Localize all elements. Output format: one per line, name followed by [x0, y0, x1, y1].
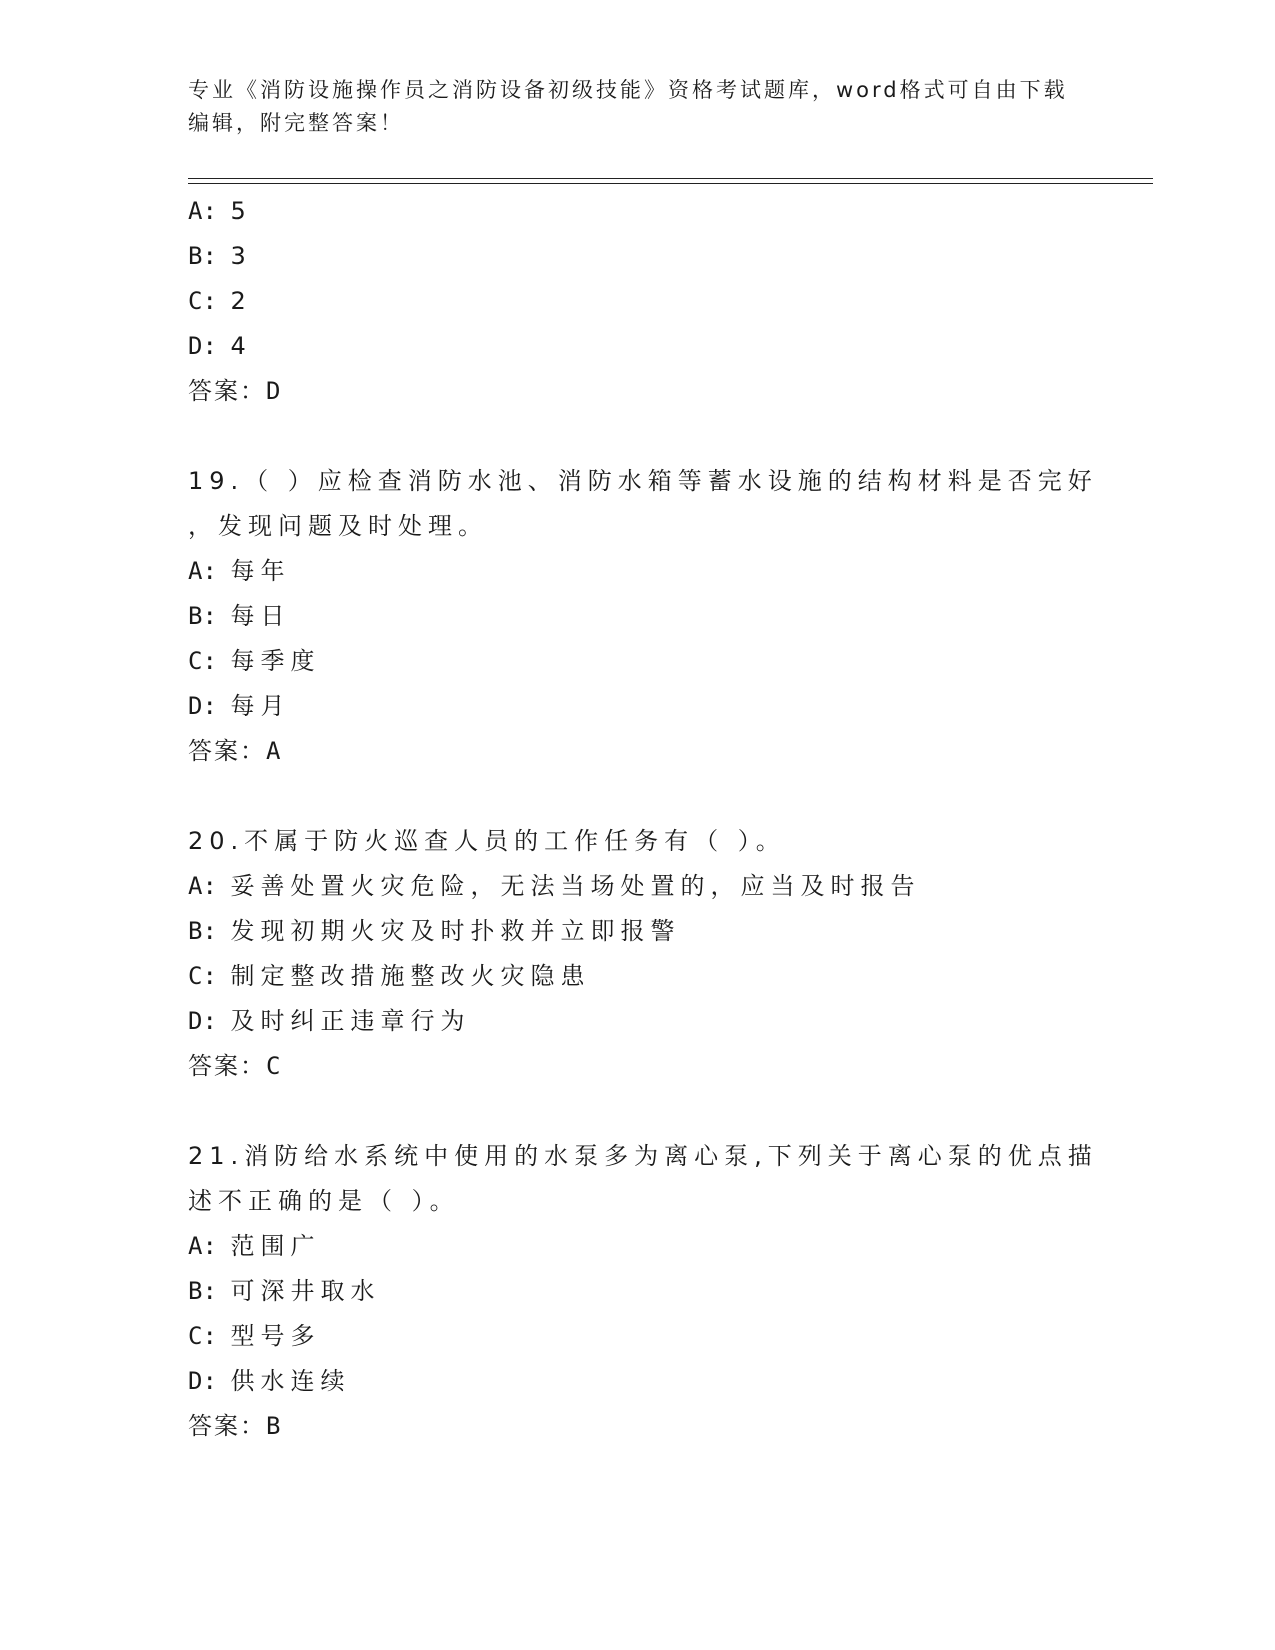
q19-option-d	[188, 691, 291, 721]
option-letter: D:	[188, 1367, 217, 1395]
option-letter: B:	[188, 917, 217, 945]
option-letter: B:	[188, 602, 217, 630]
option-text: 供水连续	[230, 1367, 351, 1395]
option-text: 型号多	[230, 1322, 321, 1350]
q21-option-d	[188, 1366, 351, 1396]
q18-answer	[188, 376, 280, 406]
answer-label: 答案：	[188, 1412, 266, 1440]
answer-value: B	[266, 1412, 281, 1440]
q18-option-c	[188, 286, 252, 316]
q20-option-d	[188, 1006, 471, 1036]
q19-option-a	[188, 556, 291, 586]
q21-option-c	[188, 1321, 321, 1351]
option-text: 每日	[230, 602, 291, 630]
document-header: 专业《消防设施操作员之消防设备初级技能》资格考试题库，word格式可自由下载编辑，附完整答案！	[188, 78, 1068, 135]
q19-stem-line2: ，发现问题及时处理。	[188, 512, 488, 540]
option-letter: A:	[188, 1232, 217, 1260]
option-letter: B:	[188, 1277, 217, 1305]
q18-option-a	[188, 196, 252, 226]
option-letter: D:	[188, 332, 217, 360]
q21-option-b	[188, 1276, 381, 1306]
q21-answer	[188, 1411, 280, 1441]
q19-option-b	[188, 601, 291, 631]
header-divider-top	[188, 178, 1153, 179]
header-divider-bottom	[188, 183, 1153, 184]
answer-value: C	[266, 1052, 281, 1080]
option-text: 每季度	[230, 647, 321, 675]
option-text: 妥善处置火灾危险，无法当场处置的，应当及时报告	[230, 872, 921, 900]
q20-answer	[188, 1051, 280, 1081]
option-letter: A:	[188, 557, 217, 585]
answer-value: D	[266, 377, 281, 405]
q20-stem-line1: 20.不属于防火巡查人员的工作任务有（ ）。	[188, 827, 786, 855]
option-letter: A:	[188, 872, 217, 900]
option-letter: C:	[188, 1322, 217, 1350]
option-text: 2	[230, 287, 252, 315]
option-letter: D:	[188, 692, 217, 720]
q21-stem-line2: 述不正确的是（ ）。	[188, 1187, 460, 1215]
option-text: 4	[230, 332, 252, 360]
option-text: 每月	[230, 692, 291, 720]
q20-option-a	[188, 871, 921, 901]
answer-label: 答案：	[188, 377, 266, 405]
option-text: 可深井取水	[230, 1277, 381, 1305]
option-text: 发现初期火灾及时扑救并立即报警	[230, 917, 681, 945]
option-letter: A:	[188, 197, 217, 225]
option-text: 范围广	[230, 1232, 321, 1260]
option-letter: C:	[188, 647, 217, 675]
option-text: 制定整改措施整改火灾隐患	[230, 962, 591, 990]
q19-answer	[188, 736, 280, 766]
q18-option-d	[188, 331, 252, 361]
q20-option-c	[188, 961, 591, 991]
q19-option-c	[188, 646, 321, 676]
option-letter: B:	[188, 242, 217, 270]
answer-label: 答案：	[188, 737, 266, 765]
option-text: 5	[230, 197, 252, 225]
option-text: 及时纠正违章行为	[230, 1007, 471, 1035]
option-letter: C:	[188, 287, 217, 315]
answer-label: 答案：	[188, 1052, 266, 1080]
option-letter: D:	[188, 1007, 217, 1035]
q20-option-b	[188, 916, 681, 946]
q19-stem-line1: 19.（ ）应检查消防水池、消防水箱等蓄水设施的结构材料是否完好	[188, 467, 1098, 495]
q18-option-b	[188, 241, 252, 271]
q21-stem-line1: 21.消防给水系统中使用的水泵多为离心泵,下列关于离心泵的优点描	[188, 1142, 1098, 1170]
option-letter: C:	[188, 962, 217, 990]
option-text: 3	[230, 242, 252, 270]
answer-value: A	[266, 737, 281, 765]
q21-option-a	[188, 1231, 321, 1261]
option-text: 每年	[230, 557, 291, 585]
